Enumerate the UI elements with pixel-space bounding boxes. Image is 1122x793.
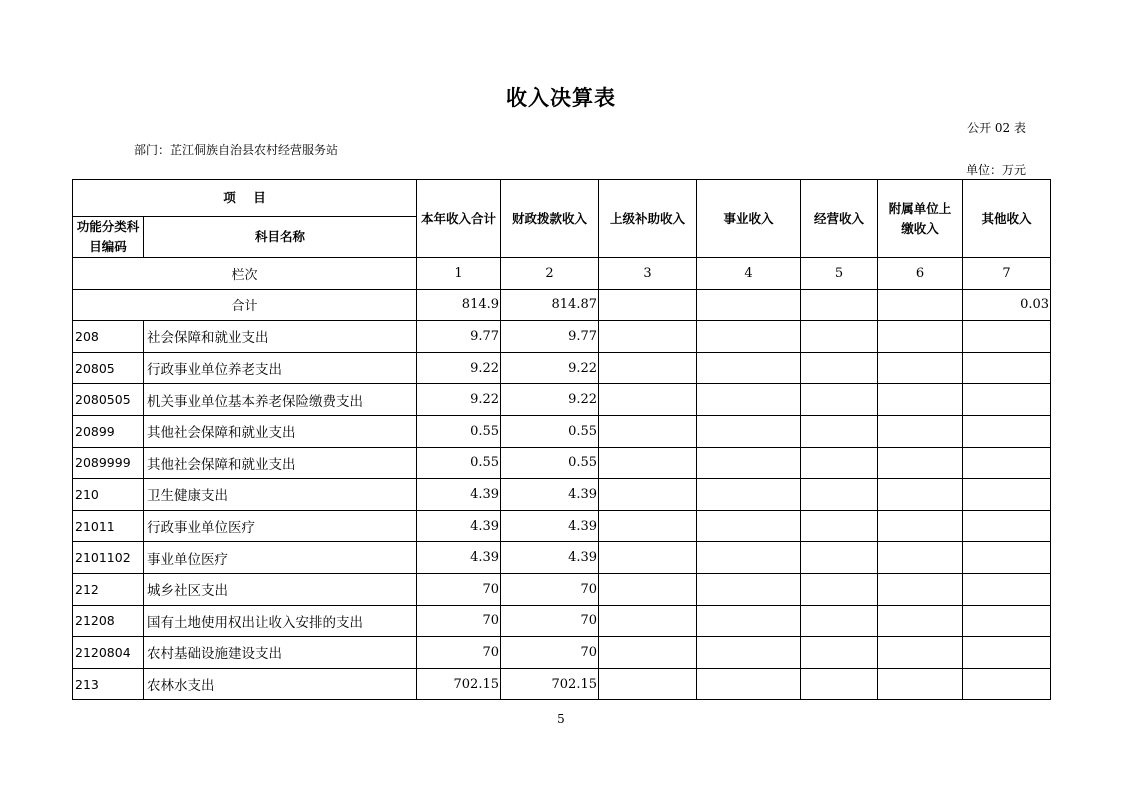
amount-cell [878,479,963,511]
code-header: 功能分类科目编码 [73,217,144,258]
amount-cell: 4.39 [417,542,501,574]
amount-cell [599,479,697,511]
amount-cell [878,542,963,574]
subject-name: 国有土地使用权出让收入安排的支出 [144,605,417,637]
subject-name: 卫生健康支出 [144,479,417,511]
subject-code: 213 [73,668,144,700]
subject-code: 208 [73,321,144,353]
amount-cell [801,415,878,447]
amount-cell: 70 [417,573,501,605]
subject-code: 212 [73,573,144,605]
amount-cell [697,384,801,416]
amount-cell [878,510,963,542]
amount-cell [697,321,801,353]
column-index: 7 [963,258,1051,290]
amount-cell [697,668,801,700]
amount-cell [963,542,1051,574]
subject-name: 其他社会保障和就业支出 [144,415,417,447]
amount-cell [697,542,801,574]
subject-code: 20805 [73,352,144,384]
col-header-subsidiary: 附属单位上缴收入 [878,180,963,258]
amount-cell [878,384,963,416]
amount-cell: 4.39 [501,510,599,542]
amount-cell [801,605,878,637]
subject-code: 2089999 [73,447,144,479]
total-value: 0.03 [963,289,1051,321]
amount-cell [963,479,1051,511]
item-header: 项 目 [73,180,417,217]
amount-cell [801,668,878,700]
total-value [599,289,697,321]
amount-cell [963,321,1051,353]
subject-name: 行政事业单位养老支出 [144,352,417,384]
amount-cell [599,542,697,574]
amount-cell [599,447,697,479]
amount-cell [599,415,697,447]
amount-cell [599,352,697,384]
amount-cell: 0.55 [417,415,501,447]
amount-cell [878,415,963,447]
amount-cell [697,415,801,447]
col-header-total: 本年收入合计 [417,180,501,258]
column-index: 2 [501,258,599,290]
amount-cell [599,510,697,542]
table-row [73,384,1051,416]
amount-cell: 0.55 [501,447,599,479]
table-row [73,510,1051,542]
subject-name: 农村基础设施建设支出 [144,637,417,669]
subject-name: 事业单位医疗 [144,542,417,574]
table-row [73,447,1051,479]
amount-cell: 4.39 [501,479,599,511]
column-index-label: 栏次 [73,258,417,290]
column-index: 3 [599,258,697,290]
amount-cell [599,668,697,700]
amount-cell [963,668,1051,700]
amount-cell [697,605,801,637]
amount-cell: 9.22 [501,384,599,416]
income-table [72,179,1051,700]
amount-cell [599,605,697,637]
column-index-row [73,258,1051,290]
total-label: 合计 [73,289,417,321]
amount-cell [697,352,801,384]
amount-cell: 702.15 [501,668,599,700]
amount-cell [801,637,878,669]
amount-cell [599,573,697,605]
amount-cell: 4.39 [501,542,599,574]
total-value [801,289,878,321]
total-row [73,289,1051,321]
amount-cell: 0.55 [417,447,501,479]
column-index: 6 [878,258,963,290]
amount-cell: 70 [501,605,599,637]
table-row [73,415,1051,447]
page-number: 5 [557,712,565,726]
amount-cell [801,352,878,384]
total-value [878,289,963,321]
column-index: 4 [697,258,801,290]
subject-code: 20899 [73,415,144,447]
total-value: 814.9 [417,289,501,321]
name-header: 科目名称 [144,217,417,258]
amount-cell [963,447,1051,479]
subject-code: 21011 [73,510,144,542]
amount-cell [878,573,963,605]
col-header-business: 事业收入 [697,180,801,258]
column-index: 1 [417,258,501,290]
amount-cell: 70 [417,605,501,637]
amount-cell [878,637,963,669]
subject-name: 农林水支出 [144,668,417,700]
subject-code: 210 [73,479,144,511]
subject-name: 社会保障和就业支出 [144,321,417,353]
amount-cell [697,447,801,479]
amount-cell [963,637,1051,669]
amount-cell [878,605,963,637]
amount-cell [801,384,878,416]
amount-cell: 70 [501,637,599,669]
table-row [73,321,1051,353]
amount-cell [878,352,963,384]
subject-code: 2120804 [73,637,144,669]
subject-code: 2101102 [73,542,144,574]
amount-cell [801,510,878,542]
table-row [73,542,1051,574]
form-number: 公开 02 表 [967,121,1026,135]
table-row [73,352,1051,384]
col-header-fiscal: 财政拨款收入 [501,180,599,258]
page-title: 收入决算表 [506,86,616,110]
amount-cell [599,321,697,353]
amount-cell [963,510,1051,542]
amount-cell [599,637,697,669]
amount-cell: 4.39 [417,479,501,511]
amount-cell: 9.77 [417,321,501,353]
amount-cell: 70 [417,637,501,669]
subject-name: 行政事业单位医疗 [144,510,417,542]
amount-cell [697,510,801,542]
amount-cell [801,573,878,605]
amount-cell: 9.22 [501,352,599,384]
amount-cell: 0.55 [501,415,599,447]
amount-cell [801,479,878,511]
column-index: 5 [801,258,878,290]
amount-cell [963,415,1051,447]
table-row [73,479,1051,511]
amount-cell [963,605,1051,637]
table-row [73,637,1051,669]
subject-name: 机关事业单位基本养老保险缴费支出 [144,384,417,416]
amount-cell [878,321,963,353]
col-header-other: 其他收入 [963,180,1051,258]
amount-cell: 9.77 [501,321,599,353]
department-label: 部门：芷江侗族自治县农村经营服务站 [134,143,339,157]
table-row [73,668,1051,700]
amount-cell [801,447,878,479]
subject-code: 21208 [73,605,144,637]
col-header-operating: 经营收入 [801,180,878,258]
amount-cell [801,542,878,574]
subject-name: 城乡社区支出 [144,573,417,605]
amount-cell [697,637,801,669]
amount-cell [599,384,697,416]
total-value [697,289,801,321]
amount-cell: 9.22 [417,384,501,416]
amount-cell [878,447,963,479]
amount-cell: 4.39 [417,510,501,542]
amount-cell [963,384,1051,416]
amount-cell: 702.15 [417,668,501,700]
amount-cell [801,321,878,353]
unit-label: 单位：万元 [965,163,1026,177]
amount-cell: 70 [501,573,599,605]
table-row [73,573,1051,605]
amount-cell [963,352,1051,384]
amount-cell [878,668,963,700]
total-value: 814.87 [501,289,599,321]
subject-name: 其他社会保障和就业支出 [144,447,417,479]
amount-cell [697,573,801,605]
amount-cell [697,479,801,511]
subject-code: 2080505 [73,384,144,416]
table-row [73,605,1051,637]
amount-cell [963,573,1051,605]
amount-cell: 9.22 [417,352,501,384]
col-header-superior: 上级补助收入 [599,180,697,258]
